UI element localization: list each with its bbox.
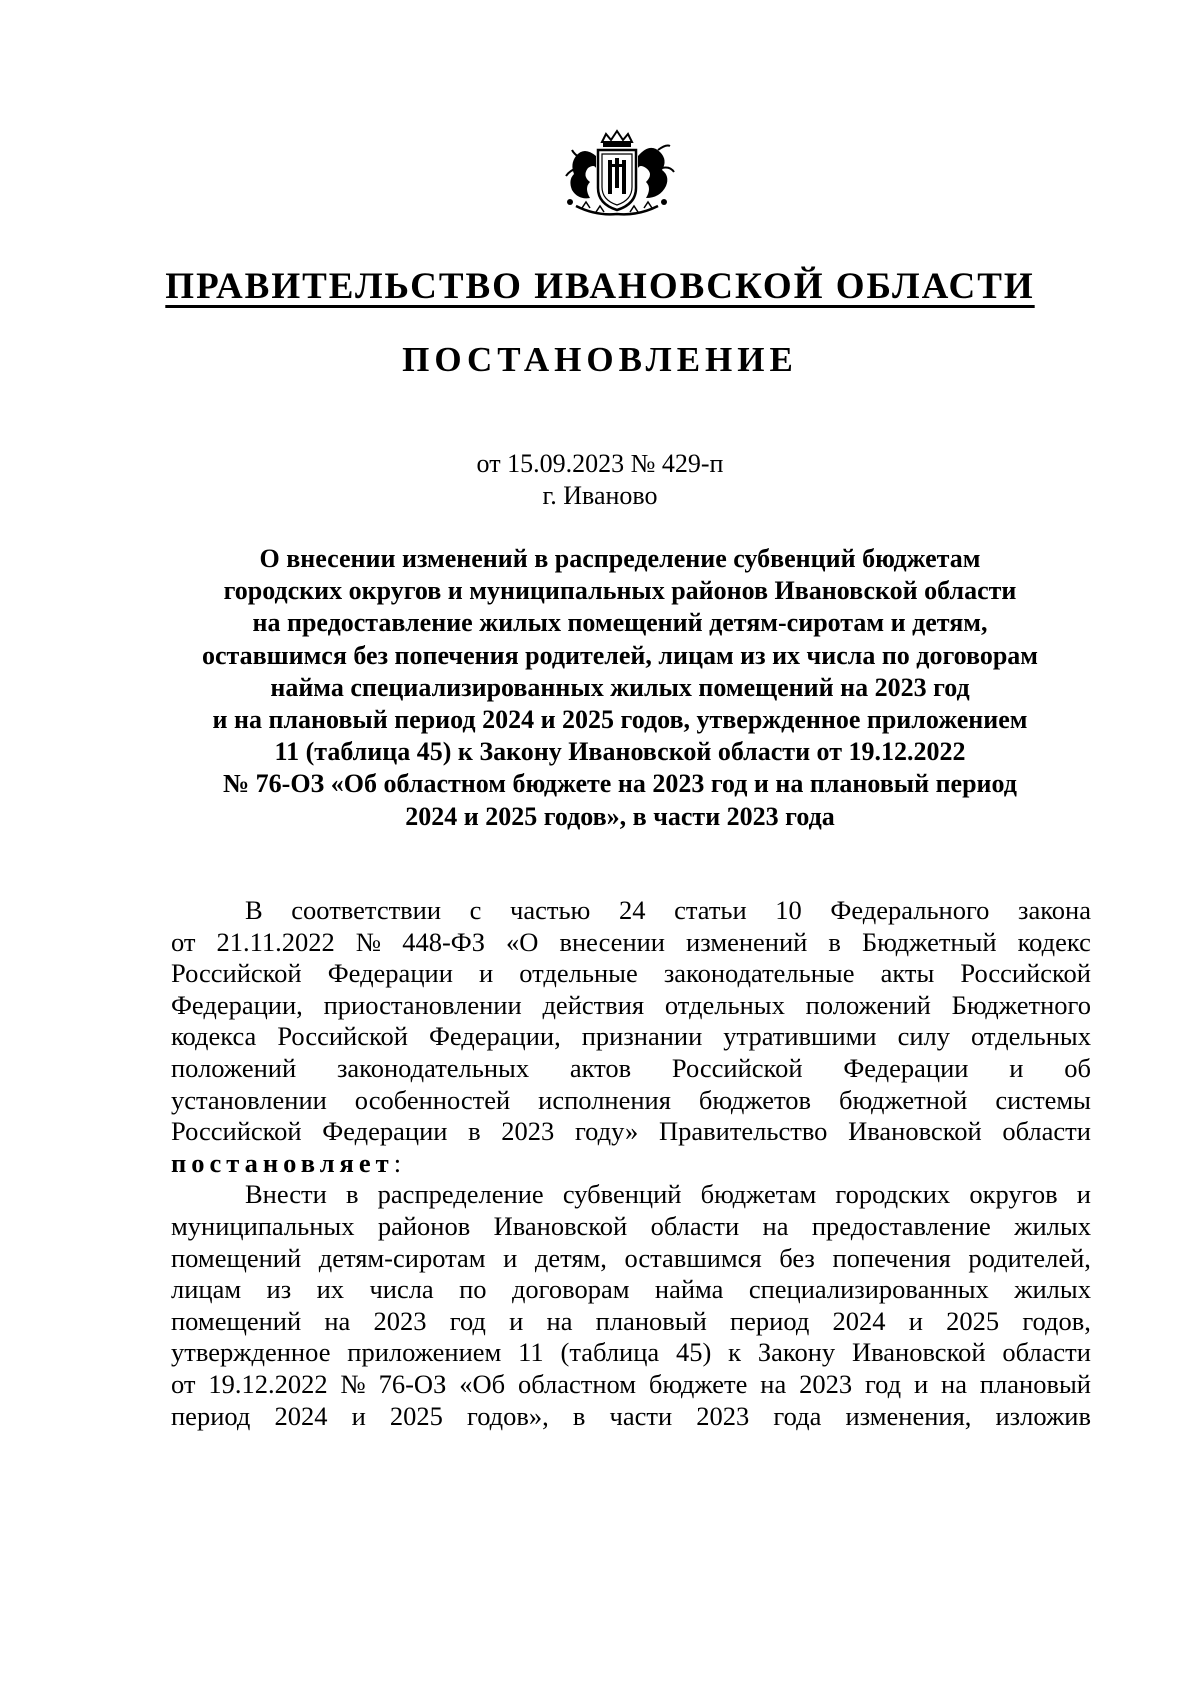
word: кодекс [1017,926,1091,957]
word: числа [369,1274,434,1305]
word: положений [171,1052,297,1083]
body-line [171,1337,1091,1369]
word: статьи [674,895,747,925]
coat-of-arms-icon [556,128,678,220]
body-line [171,1401,1091,1433]
word: городских [835,1179,951,1210]
word: детям, [534,1242,607,1273]
word: 10 [775,895,802,925]
document-body [171,895,1091,1432]
word: и [1076,1179,1091,1210]
word: 2023 [373,1305,427,1336]
word: законодательных [336,1052,530,1083]
word: в [572,1400,586,1431]
word: исполнения [538,1084,671,1115]
word: бюджетов [698,1084,812,1115]
body-line [171,1021,1091,1053]
word: области [650,1210,740,1241]
word: «О [506,926,539,957]
body-line [171,1085,1091,1117]
word: на [324,1305,351,1336]
word: от [171,926,196,957]
decree-line [171,1148,1091,1180]
word: приложением [347,1337,502,1368]
word: утвержденное [171,1337,331,1368]
word: округов [969,1179,1058,1210]
word: отдельные [519,958,638,989]
word: (таблица [560,1337,660,1368]
word: 21.11.2022 [216,926,335,957]
word: «Об [459,1368,506,1399]
word: признании [581,1021,703,1052]
word: Федерации [843,1052,969,1083]
word: 2025 [389,1400,443,1431]
word: помещений [171,1242,302,1273]
subject-line: и на плановый период 2024 и 2025 годов, утвержденное приложением [212,705,1028,735]
word: период [729,1305,810,1336]
word: 19.12.2022 [208,1368,328,1399]
subject-line: городских округов и муниципальных районов Ивановской области [223,576,1017,606]
word: годов», [466,1400,549,1431]
subject-line: № 76-ОЗ «Об областном бюджете на 2023 год и на плановый период [223,769,1017,799]
word: Ивановской [848,1116,982,1147]
word: Российской [171,958,302,989]
word: установлении [171,1084,327,1115]
word: и [351,1400,366,1431]
body-line [171,1211,1091,1243]
word: оставшимся [624,1242,762,1273]
word: части [609,1400,673,1431]
word: 2025 [946,1305,1000,1336]
body-line [171,895,1091,927]
word: к [728,1337,742,1368]
subject-line: О внесении изменений в распределение субвенций бюджетам [259,544,981,573]
word: муниципальных [171,1210,355,1241]
word: лицам [171,1274,242,1305]
word: родителей, [968,1242,1091,1273]
word: Федерации [327,958,453,989]
document-subject [160,543,1080,833]
word: области [1002,1116,1091,1147]
word: утратившими [723,1021,877,1052]
word: жилых [1014,1274,1091,1305]
subject-line: на предоставление жилых помещений детям-сиротам и детям, [252,608,988,638]
word: от [171,1368,196,1399]
word: 2024 [832,1305,886,1336]
word: бюджете [648,1368,748,1399]
word: субвенций [562,1179,682,1210]
word: законодательные [663,958,855,989]
word: Закону [757,1337,836,1368]
word: по [459,1274,487,1305]
word: года [773,1400,822,1431]
word: 2023 [501,1116,555,1147]
word: на [941,1368,967,1399]
word: найма [654,1274,724,1305]
word: на [762,1210,789,1241]
word: В [245,895,263,925]
word: Российской [960,958,1091,989]
word: 24 [618,895,646,925]
word: отдельных [664,989,785,1020]
word: № [340,1368,366,1399]
word: Российской [171,1116,302,1147]
word: и [1009,1052,1024,1083]
organization-title: ПРАВИТЕЛЬСТВО ИВАНОВСКОЙ ОБЛАСТИ [165,266,1035,307]
word: актов [569,1052,632,1083]
word: акты [880,958,935,989]
word: Российской [277,1021,408,1052]
word: плановый [979,1368,1091,1399]
word: бюджетам [700,1179,817,1210]
word: Федерации, [171,989,303,1020]
document-type-heading: ПОСТАНОВЛЕНИЕ [402,340,798,379]
word: Ивановской [493,1210,628,1241]
word: и [913,1368,929,1399]
word: изменения, [845,1400,972,1431]
body-line [171,927,1091,959]
word: системы [995,1084,1091,1115]
word: без [779,1242,815,1273]
word: и [509,1305,524,1336]
word: помещений [171,1305,302,1336]
word: закона [1018,895,1091,925]
word: области [1002,1337,1091,1368]
word: год [864,1368,902,1399]
word: 448-ФЗ [402,926,485,957]
word: попечения [832,1242,951,1273]
word: их [316,1274,345,1305]
word: плановый [595,1305,707,1336]
body-line [171,1053,1091,1085]
word: специализированных [748,1274,989,1305]
word: из [266,1274,292,1305]
word: и [908,1305,923,1336]
word: внесении [559,926,665,957]
word: на [546,1305,573,1336]
word: году» [574,1116,639,1147]
word: Федерального [830,895,990,925]
word: в [828,926,841,957]
document-city: г. Иваново [542,481,658,510]
word: Российской [671,1052,803,1083]
word: соответствии [291,895,442,925]
word: Федерации [322,1116,448,1147]
word: кодекса [171,1021,257,1052]
word: на [760,1368,787,1399]
subject-line: 11 (таблица 45) к Закону Ивановской области от 19.12.2022 [274,737,966,767]
word: предоставление [811,1210,991,1241]
word: 76-ОЗ [378,1368,447,1399]
word: районов [377,1210,471,1241]
word: Правительство [658,1116,828,1147]
body-line [171,1243,1091,1275]
word: Федерации, [428,1021,561,1052]
word: № [355,926,382,957]
word: и [503,1242,518,1273]
word: бюджетной [839,1084,968,1115]
word: Бюджетный [861,926,997,957]
body-line [171,1369,1091,1401]
word: приостановлении [323,989,522,1020]
word: 2023 [696,1400,750,1431]
body-line [171,958,1091,990]
word: в [468,1116,481,1147]
word: детям-сиротам [318,1242,486,1273]
decree-colon: : [393,1147,402,1178]
word: договорам [511,1274,630,1305]
word: год [449,1305,486,1336]
decree-word: постановляет [171,1147,394,1178]
word: распределение [377,1179,544,1210]
document-date-number: от 15.09.2023 № 429-п [476,449,724,478]
word: 45) [676,1337,712,1368]
subject-line: 2024 и 2025 годов», в части 2023 года [405,801,835,831]
body-line [171,990,1091,1022]
word: изменений [686,926,808,957]
word: изложив [995,1400,1091,1431]
word: особенностей [354,1084,511,1115]
body-line [171,1274,1091,1306]
word: силу [897,1021,951,1052]
word: областном [517,1368,637,1399]
word: отдельных [971,1021,1091,1052]
word: Ивановской [851,1337,986,1368]
word: об [1064,1052,1091,1083]
body-line [171,1116,1091,1148]
subject-line: найма специализированных жилых помещений на 2023 год [270,672,970,702]
word: действия [542,989,645,1020]
word: и [478,958,494,989]
word: в [345,1179,359,1210]
word: 2023 [799,1368,853,1399]
body-line [171,1179,1091,1211]
word: частью [510,895,591,925]
word: Бюджетного [951,989,1091,1020]
word: период [171,1400,251,1431]
word: положений [805,989,931,1020]
subject-line: оставшимся без попечения родителей, лицам из их числа по договорам [201,640,1039,670]
word: 2024 [274,1400,328,1431]
word: 11 [518,1337,544,1368]
word: с [469,895,482,925]
word: годов, [1022,1305,1091,1336]
body-line [171,1306,1091,1338]
word: Внести [245,1179,327,1210]
word: жилых [1014,1210,1091,1241]
